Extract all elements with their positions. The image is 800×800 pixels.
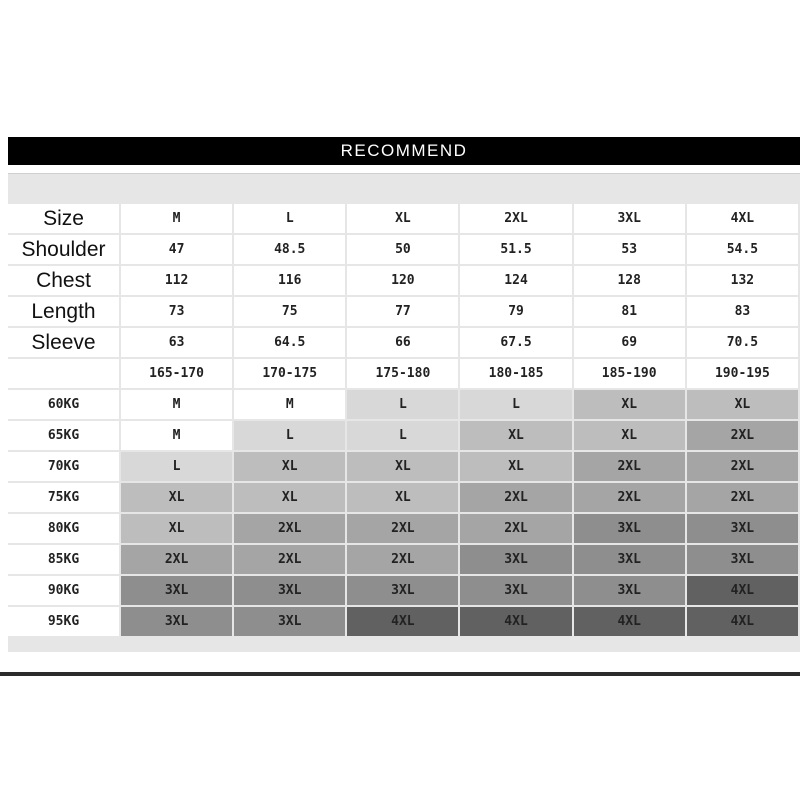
- recommended-size-cell: 4XL: [574, 607, 685, 636]
- recommended-size-cell: L: [234, 421, 345, 450]
- recommended-size-cell: 2XL: [234, 514, 345, 543]
- height-range-cell: 190-195: [687, 359, 798, 388]
- height-range-cell: 185-190: [574, 359, 685, 388]
- measurement-cell: 112: [121, 266, 232, 295]
- recommended-size-cell: 4XL: [687, 576, 798, 605]
- row-label: Length: [8, 297, 119, 326]
- weight-label: 70KG: [8, 452, 119, 481]
- banner-title: RECOMMEND: [340, 141, 468, 160]
- measurement-row-sleeve: [8, 328, 798, 357]
- measurement-cell: 124: [460, 266, 571, 295]
- measurement-cell: 77: [347, 297, 458, 326]
- recommended-size-cell: 2XL: [347, 514, 458, 543]
- recommend-banner: [8, 137, 800, 165]
- recommended-size-cell: XL: [234, 452, 345, 481]
- measurement-cell: 70.5: [687, 328, 798, 357]
- recommended-size-cell: 3XL: [574, 576, 685, 605]
- measurement-cell: 128: [574, 266, 685, 295]
- recommended-size-cell: 2XL: [687, 483, 798, 512]
- empty-corner-cell: [8, 359, 119, 388]
- recommended-size-cell: 3XL: [460, 576, 571, 605]
- height-range-cell: 170-175: [234, 359, 345, 388]
- measurement-cell: 51.5: [460, 235, 571, 264]
- weight-row: [8, 483, 798, 512]
- measurement-cell: 50: [347, 235, 458, 264]
- weight-label: 95KG: [8, 607, 119, 636]
- weight-label: 60KG: [8, 390, 119, 419]
- recommended-size-cell: M: [234, 390, 345, 419]
- measurement-cell: 116: [234, 266, 345, 295]
- recommended-size-cell: 3XL: [574, 514, 685, 543]
- recommended-size-cell: 3XL: [121, 576, 232, 605]
- measurement-cell: XL: [347, 204, 458, 233]
- measurement-cell: 63: [121, 328, 232, 357]
- recommended-size-cell: 3XL: [121, 607, 232, 636]
- weight-row: [8, 514, 798, 543]
- height-row: [8, 359, 798, 388]
- row-label: Size: [8, 204, 119, 233]
- recommended-size-cell: 2XL: [347, 545, 458, 574]
- measurement-cell: 48.5: [234, 235, 345, 264]
- weight-label: 85KG: [8, 545, 119, 574]
- recommended-size-cell: 2XL: [574, 452, 685, 481]
- measurement-cell: 81: [574, 297, 685, 326]
- recommended-size-cell: M: [121, 421, 232, 450]
- measurement-cell: 67.5: [460, 328, 571, 357]
- recommended-size-cell: XL: [574, 390, 685, 419]
- recommended-size-cell: 2XL: [121, 545, 232, 574]
- recommended-size-cell: XL: [460, 421, 571, 450]
- measurement-row-shoulder: [8, 235, 798, 264]
- recommended-size-cell: L: [460, 390, 571, 419]
- weight-row: [8, 607, 798, 636]
- weight-row: [8, 545, 798, 574]
- measurement-cell: 120: [347, 266, 458, 295]
- weight-label: 80KG: [8, 514, 119, 543]
- recommended-size-cell: 4XL: [687, 607, 798, 636]
- measurement-row-chest: [8, 266, 798, 295]
- weight-row: [8, 390, 798, 419]
- recommended-size-cell: L: [347, 390, 458, 419]
- measurement-cell: 79: [460, 297, 571, 326]
- recommended-size-cell: XL: [234, 483, 345, 512]
- recommended-size-cell: 3XL: [460, 545, 571, 574]
- weight-row: [8, 452, 798, 481]
- recommended-size-cell: 2XL: [687, 452, 798, 481]
- height-range-cell: 180-185: [460, 359, 571, 388]
- recommended-size-cell: 4XL: [347, 607, 458, 636]
- recommended-size-cell: XL: [121, 514, 232, 543]
- recommended-size-cell: 3XL: [687, 514, 798, 543]
- measurement-cell: 83: [687, 297, 798, 326]
- height-range-cell: 165-170: [121, 359, 232, 388]
- measurement-cell: 64.5: [234, 328, 345, 357]
- recommended-size-cell: 2XL: [460, 514, 571, 543]
- recommended-size-cell: XL: [460, 452, 571, 481]
- measurement-row-size: [8, 204, 798, 233]
- recommended-size-cell: XL: [121, 483, 232, 512]
- measurement-cell: M: [121, 204, 232, 233]
- measurement-cell: 4XL: [687, 204, 798, 233]
- row-label: Sleeve: [8, 328, 119, 357]
- height-range-cell: 175-180: [347, 359, 458, 388]
- recommended-size-cell: 2XL: [574, 483, 685, 512]
- measurement-cell: 75: [234, 297, 345, 326]
- size-chart: [8, 137, 800, 652]
- recommended-size-cell: XL: [347, 483, 458, 512]
- recommended-size-cell: 3XL: [687, 545, 798, 574]
- recommended-size-cell: 4XL: [460, 607, 571, 636]
- recommended-size-cell: L: [347, 421, 458, 450]
- recommended-size-cell: 3XL: [234, 576, 345, 605]
- measurement-cell: 53: [574, 235, 685, 264]
- recommended-size-cell: 3XL: [347, 576, 458, 605]
- weight-label: 90KG: [8, 576, 119, 605]
- weight-row: [8, 576, 798, 605]
- measurement-cell: 2XL: [460, 204, 571, 233]
- bottom-divider: [0, 672, 800, 676]
- recommended-size-cell: 3XL: [574, 545, 685, 574]
- measurement-cell: 47: [121, 235, 232, 264]
- recommended-size-cell: 2XL: [234, 545, 345, 574]
- measurement-row-length: [8, 297, 798, 326]
- recommended-size-cell: M: [121, 390, 232, 419]
- recommended-size-cell: XL: [687, 390, 798, 419]
- weight-label: 75KG: [8, 483, 119, 512]
- size-table-panel: [8, 173, 800, 652]
- recommended-size-cell: 3XL: [234, 607, 345, 636]
- weight-row: [8, 421, 798, 450]
- size-table: [6, 202, 800, 638]
- measurement-cell: 3XL: [574, 204, 685, 233]
- recommended-size-cell: 2XL: [687, 421, 798, 450]
- measurement-cell: 73: [121, 297, 232, 326]
- recommended-size-cell: 2XL: [460, 483, 571, 512]
- measurement-cell: 54.5: [687, 235, 798, 264]
- weight-label: 65KG: [8, 421, 119, 450]
- recommended-size-cell: XL: [574, 421, 685, 450]
- row-label: Shoulder: [8, 235, 119, 264]
- measurement-cell: L: [234, 204, 345, 233]
- row-label: Chest: [8, 266, 119, 295]
- measurement-cell: 66: [347, 328, 458, 357]
- measurement-cell: 132: [687, 266, 798, 295]
- recommended-size-cell: L: [121, 452, 232, 481]
- recommended-size-cell: XL: [347, 452, 458, 481]
- measurement-cell: 69: [574, 328, 685, 357]
